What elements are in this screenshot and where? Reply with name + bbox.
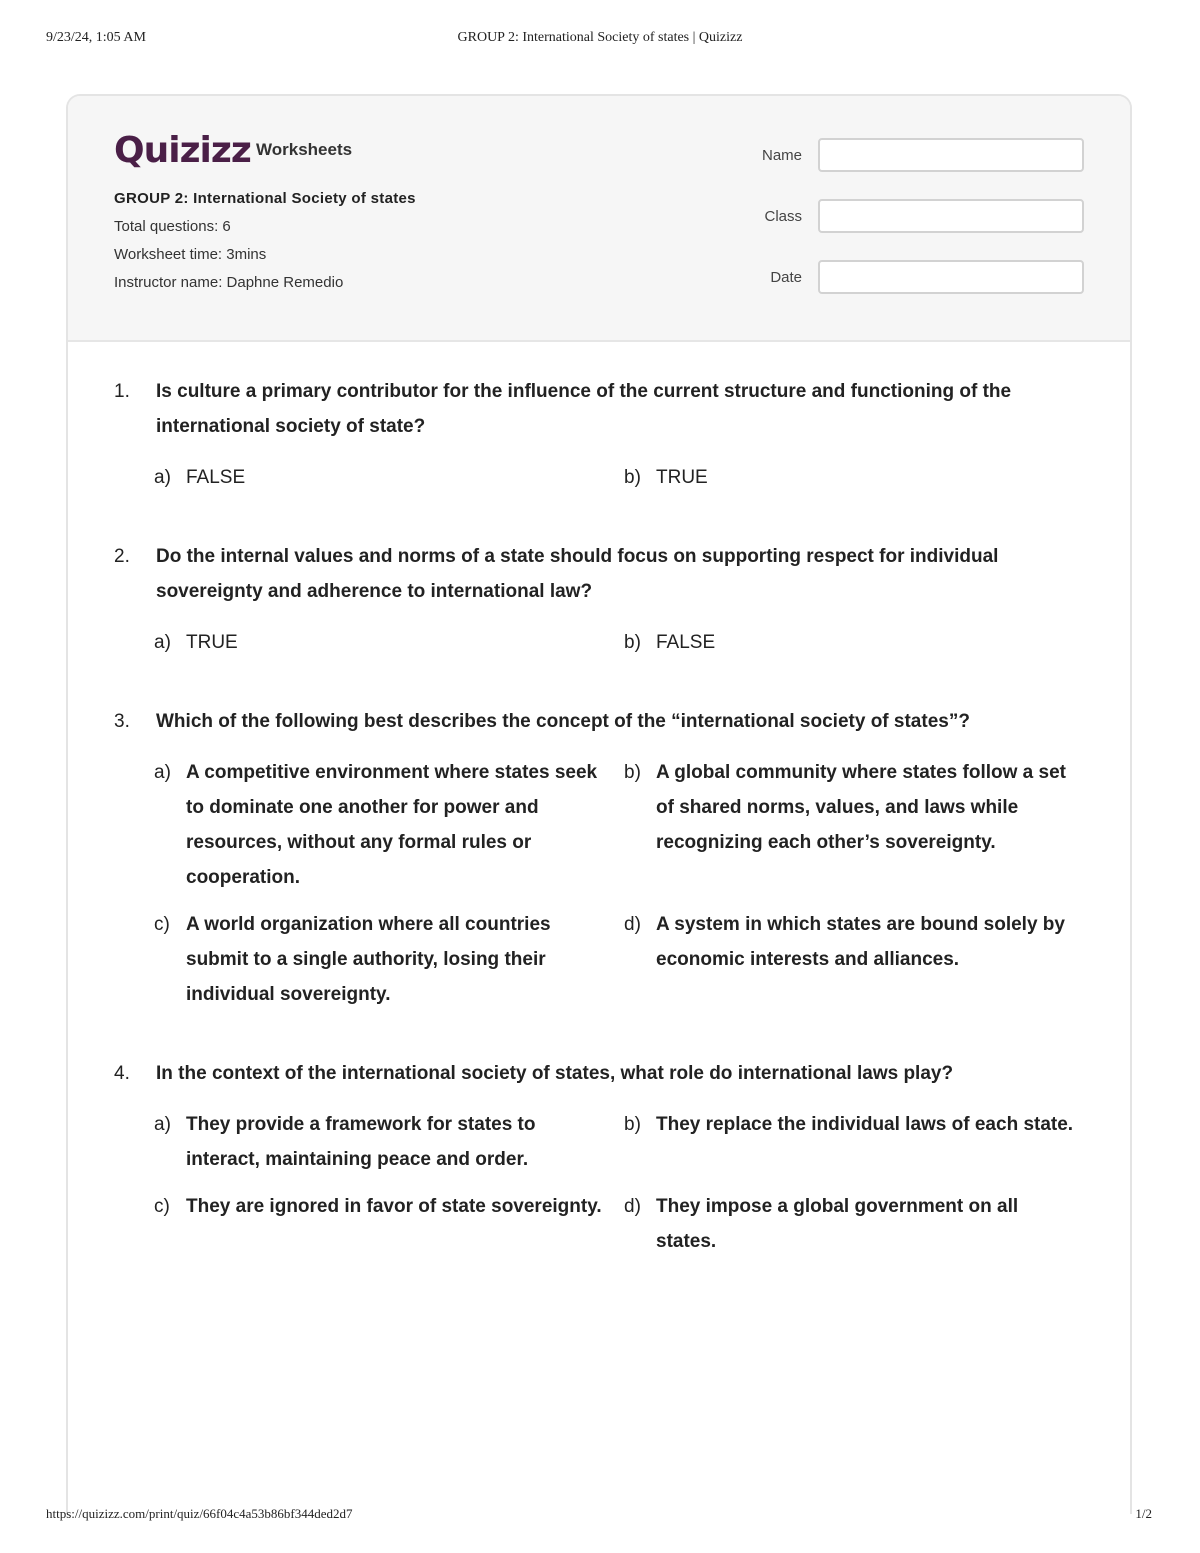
class-field[interactable] [818, 199, 1084, 233]
date-field-row [754, 260, 1084, 296]
worksheet-meta [114, 190, 416, 302]
option-letter: d) [624, 1196, 641, 1217]
answer-option [624, 755, 1094, 895]
answer-options [154, 755, 1094, 1012]
answer-option [624, 460, 1094, 495]
worksheet-card [66, 94, 1132, 1514]
answer-option [154, 460, 624, 495]
option-text: They replace the individual laws of each state. [656, 1114, 1074, 1135]
option-text: TRUE [656, 467, 708, 488]
question-text [114, 1056, 1094, 1091]
date-field[interactable] [818, 260, 1084, 294]
answer-option [154, 1189, 624, 1259]
question-prompt: Do the internal values and norms of a state should focus on supporting respect for individual sovereignty and adherence to international law? [156, 546, 999, 602]
answer-option [624, 1107, 1094, 1177]
option-text: They are ignored in favor of state sovereignty. [186, 1196, 602, 1217]
name-label: Name [761, 147, 802, 164]
name-field-row [754, 138, 1084, 174]
answer-options [154, 460, 1094, 495]
option-letter: c) [154, 1196, 170, 1217]
option-letter: a) [154, 632, 171, 653]
worksheet-header [68, 96, 1130, 342]
instructor-name: Instructor name: Daphne Remedio [114, 274, 344, 291]
option-letter: b) [624, 762, 641, 783]
answer-option [154, 1107, 624, 1177]
print-footer [46, 1506, 1152, 1526]
question-list [114, 374, 1094, 1303]
worksheets-label: Worksheets [256, 140, 353, 159]
answer-option [154, 907, 624, 1012]
print-date: 9/23/24, 1:05 AM [46, 30, 146, 45]
option-letter: b) [624, 467, 641, 488]
print-url: https://quizizz.com/print/quiz/66f04c4a53b86bf344ded2d7 [46, 1506, 353, 1521]
answer-option [624, 1189, 1094, 1259]
worksheet-time: Worksheet time: 3mins [114, 246, 267, 263]
question-prompt: In the context of the international society of states, what role do international laws play? [156, 1063, 954, 1084]
answer-option [624, 625, 1094, 660]
question-prompt: Is culture a primary contributor for the influence of the current structure and functioning of the international society of state? [156, 381, 1012, 437]
quizizz-logo: Quizizz [114, 130, 251, 171]
option-letter: a) [154, 762, 171, 783]
date-label: Date [770, 269, 802, 286]
answer-options [154, 625, 1094, 660]
question [114, 704, 1094, 1012]
option-text: They provide a framework for states to interact, maintaining peace and order. [186, 1114, 536, 1170]
answer-option [154, 625, 624, 660]
option-text: A world organization where all countries submit to a single authority, losing their individual sovereignty. [186, 914, 551, 1005]
page-number: 1/2 [1135, 1506, 1152, 1521]
question-text [114, 539, 1094, 609]
question [114, 539, 1094, 660]
option-letter: b) [624, 632, 641, 653]
option-text: A competitive environment where states seek to dominate one another for power and resources, without any formal rules or cooperation. [186, 762, 598, 888]
question-text [114, 704, 1094, 739]
print-header [46, 30, 1154, 50]
option-text: A global community where states follow a set of shared norms, values, and laws while recognizing each other’s sovereignty. [656, 762, 1066, 853]
option-text: FALSE [656, 632, 716, 653]
class-field-row [754, 199, 1084, 235]
option-text: FALSE [186, 467, 246, 488]
total-questions: Total questions: 6 [114, 218, 231, 235]
question-prompt: Which of the following best describes the concept of the “international society of states”? [156, 711, 970, 732]
question-number: 3. [114, 711, 130, 732]
answer-option [624, 907, 1094, 1012]
question-number: 2. [114, 546, 130, 567]
question-text [114, 374, 1094, 444]
option-letter: d) [624, 914, 641, 935]
print-doc-title: GROUP 2: International Society of states | Quizizz [457, 30, 743, 45]
answer-options [154, 1107, 1094, 1259]
option-text: TRUE [186, 632, 238, 653]
option-letter: a) [154, 1114, 171, 1135]
question-number: 4. [114, 1063, 130, 1084]
question [114, 374, 1094, 495]
option-letter: c) [154, 914, 170, 935]
option-text: A system in which states are bound solely by economic interests and alliances. [656, 914, 1065, 970]
question [114, 1056, 1094, 1259]
student-fields [754, 138, 1084, 321]
question-number: 1. [114, 381, 130, 402]
name-field[interactable] [818, 138, 1084, 172]
answer-option [154, 755, 624, 895]
quiz-title: GROUP 2: International Society of states [114, 190, 416, 207]
option-text: They impose a global government on all states. [656, 1196, 1019, 1252]
class-label: Class [764, 208, 802, 225]
option-letter: b) [624, 1114, 641, 1135]
option-letter: a) [154, 467, 171, 488]
